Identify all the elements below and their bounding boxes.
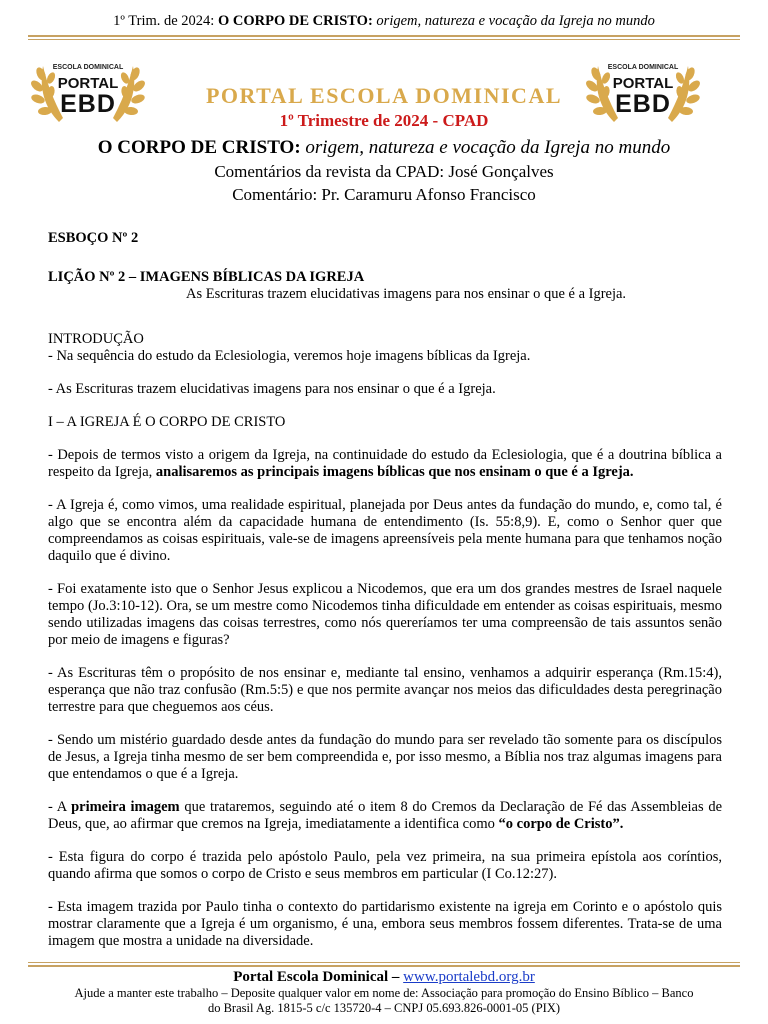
- book-title: [0, 137, 768, 159]
- paragraph-5: - Sendo um mistério guardado desde antes da fundação do mundo para ser revelado tão somente para os discípulos de Jesus, a Igreja tinha mesmo de ser bem compreendida e, por isso mesmo, a Bíblia nos traz algumas imagens para que entendamos o que é a Igreja.: [48, 732, 722, 782]
- header-prefix: 1º Trim. de 2024:: [113, 13, 215, 29]
- section-heading-1: I – A IGREJA É O CORPO DE CRISTO: [48, 414, 286, 430]
- lesson-heading: LIÇÃO Nº 2 – IMAGENS BÍBLICAS DA IGREJA: [48, 269, 365, 285]
- logo-line1: PORTAL: [612, 75, 674, 92]
- credit-commentator: Comentário: Pr. Caramuru Afonso Francisco: [232, 185, 536, 204]
- header-title-italic: origem, natureza e vocação da Igreja no mundo: [376, 13, 655, 29]
- logo-line2: EBD: [60, 90, 116, 118]
- lesson-epigraph: As Escrituras trazem elucidativas imagens para nos ensinar o que é a Igreja.: [186, 286, 627, 302]
- portal-ebd-logo-right: [584, 60, 702, 126]
- running-header: [0, 12, 768, 30]
- footer-bank-line: do Brasil Ag. 1815-5 c/c 135720-4 – CNPJ 05.693.826-0001-05 (PIX): [207, 1001, 561, 1015]
- intro-heading: INTRODUÇÃO: [48, 331, 144, 347]
- paragraph-3: - Foi exatamente isto que o Senhor Jesus explicou a Nicodemos, que era um dos grandes mestres de Israel naquele tempo (Jo.3:10-12). Ora, se um mestre como Nicodemos tinha dificuldade em entender as coisas espirituais, mesmo sendo utilizadas imagens das coisas terrestres, como nós quereríamos ter uma compreensão de tais assuntos senão por meio de imagens e figuras?: [48, 581, 722, 648]
- footer-website-link[interactable]: www.portalebd.org.br: [403, 969, 535, 985]
- logo-line2: EBD: [615, 90, 671, 118]
- paragraph-6: [48, 799, 722, 833]
- footer-rule: [28, 965, 740, 967]
- site-title: PORTAL ESCOLA DOMINICAL: [205, 83, 563, 108]
- paragraph-6-b: que trataremos, seguindo até o item 8 do Cremos da Declaração de Fé das Assembleias de Deus, que, ao afirmar que cremos na Igreja, imediatamente a identifica como: [48, 799, 723, 832]
- footer-donation-line: Ajude a manter este trabalho – Deposite qualquer valor em nome de: Associação para promoção do Ensino Bíblico – Banco: [74, 986, 694, 1000]
- paragraph-6-bold-1: primeira imagem: [71, 799, 180, 815]
- paragraph-1: [48, 447, 722, 481]
- paragraph-6-bold-2: “o corpo de Cristo”.: [498, 816, 624, 832]
- logo-small-text: ESCOLA DOMINICAL: [607, 64, 679, 71]
- book-title-bold: O CORPO DE CRISTO:: [97, 137, 301, 158]
- paragraph-1-text: - Depois de termos visto a origem da Igreja, na continuidade do estudo da Eclesiologia, que é a doutrina bíblica a respeito da Igreja,: [48, 447, 722, 480]
- page-footer: [0, 968, 768, 1016]
- paragraph-4: - As Escrituras têm o propósito de nos ensinar e, mediante tal ensino, venhamos a adquirir esperança (Rm.15:4), esperança que não traz confusão (Rm.5:5) e que nos permite avançar nos meios das dificuldades desta peregrinação terrestre para que cheguemos aos céus.: [48, 665, 722, 715]
- paragraph-7: - Esta figura do corpo é trazida pelo apóstolo Paulo, pela vez primeira, na sua primeira epístola aos coríntios, quando afirma que somos o corpo de Cristo e seus membros em particular (I Co.12:27).: [48, 849, 722, 882]
- quarter-label: 1º Trimestre de 2024 - CPAD: [279, 111, 489, 130]
- intro-paragraph-1: - Na sequência do estudo da Eclesiologia, veremos hoje imagens bíblicas da Igreja.: [48, 348, 531, 364]
- header-rule-thin: [28, 39, 740, 40]
- logo-line1: PORTAL: [57, 75, 119, 92]
- outline-heading: ESBOÇO Nº 2: [48, 230, 139, 246]
- paragraph-2: - A Igreja é, como vimos, uma realidade espiritual, planejada por Deus antes da fundação do mundo, e, como tal, é algo que se encontra além da capacidade humana de entendimento (Is. 55:8,9). E, como o Senhor quer que compreendamos as coisas espirituais, vale-se de imagens apreensíveis pela mente humana para que tenhamos noção daquilo que é divino.: [48, 497, 722, 564]
- credit-magazine: Comentários da revista da CPAD: José Gonçalves: [214, 162, 554, 181]
- header-title-bold: O CORPO DE CRISTO:: [217, 13, 373, 29]
- logo-small-text: ESCOLA DOMINICAL: [52, 64, 124, 71]
- intro-paragraph-2: - As Escrituras trazem elucidativas imagens para nos ensinar o que é a Igreja.: [48, 381, 496, 397]
- portal-ebd-logo-left: [29, 60, 147, 126]
- paragraph-1-bold: analisaremos as principais imagens bíblicas que nos ensinam o que é a Igreja.: [155, 464, 634, 480]
- lesson-body: [48, 230, 723, 949]
- header-rule: [28, 35, 740, 37]
- paragraph-6-a: - A: [48, 799, 67, 815]
- footer-rule-thin: [28, 962, 740, 963]
- footer-line-1: [0, 968, 768, 986]
- footer-site-name: Portal Escola Dominical –: [233, 969, 400, 985]
- book-title-italic: origem, natureza e vocação da Igreja no mundo: [305, 137, 671, 158]
- paragraph-8: - Esta imagem trazida por Paulo tinha o contexto do partidarismo existente na igreja em Corinto e o apóstolo quis mostrar claramente que a Igreja é um organismo, é una, embora seus membros fossem diferentes. Trata-se de uma imagem que mostra a unidade na diversidade.: [48, 899, 722, 949]
